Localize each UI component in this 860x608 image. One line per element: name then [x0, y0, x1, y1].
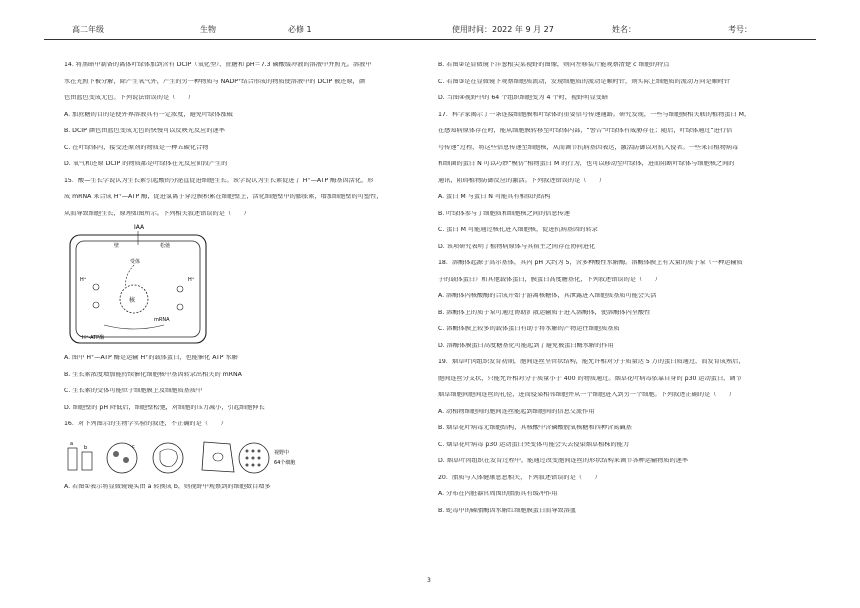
option-a: A. 加蔗糖的目的是使外界溶液具有一定浓度，避免叶绿体涨破 [64, 111, 233, 118]
question-20 [438, 475, 808, 515]
question-15-options [64, 355, 434, 412]
text-line: 20．脂质与人体健康息息相关，下列叙述错误的是（ ） [438, 474, 601, 481]
text-line: 18．溶酶体起源于高尔基体，其内 pH 大约为 5，含多种酸性水解酶。溶酶体膜上有大量的质子泵（一种运输质 [438, 260, 743, 266]
header-grade: 高二年级 [72, 25, 104, 34]
option-b: B. 蛇毒中的磷脂酶因水解红细胞膜蛋白而导致溶血 [438, 507, 577, 514]
fig4-caption-2: 64个细胞 [274, 459, 296, 466]
text-line: 烟草细胞间胞间连丝的孔径，进而侵染相邻细胞并从一个细胞进入到另一个细胞。下列叙述正确的是（ ） [438, 392, 735, 398]
option-b: B. 叶绿体参与了细胞质和细胞核之间的信息传递 [438, 210, 570, 217]
nucleus-label: 核 [129, 297, 136, 304]
microscope-figures [64, 438, 434, 476]
question-17 [438, 112, 808, 251]
text-line: 成 mRNA 来合成 H⁺—ATP 酶，促进氢离子穿过膜积累在细胞壁上，活化细胞壁中的膨胀素，增加细胞壁的可塑性， [64, 194, 383, 200]
mrna-label: mRNA [154, 317, 170, 323]
option-d: D. 氧气和还原 DCIP 的物质都是叶绿体在光反应阶段产生的 [64, 161, 228, 167]
option-a: A. 蛋白 M 与蛋白 N 可能具有相似的结构 [438, 194, 551, 200]
header-rule [44, 39, 816, 40]
option-c: C. 在叶绿体内，接受还原剂的物质是一种五碳化合物 [64, 144, 209, 151]
question-16-options-cont [438, 62, 808, 102]
option-d: D. 当图④视野中的 64 个组织细胞变为 4 个时，视野明显变暗 [438, 95, 609, 101]
option-d: D. 溶酶体膜蛋白高度糖基化可能起到了避免被蛋白酶水解的作用 [438, 342, 614, 349]
header-name: 姓名： [612, 25, 636, 34]
question-14 [64, 62, 434, 168]
option-a: A. 若图①表示将显微镜镜头由 a 转换成 b，则视野中观察到的细胞数目增多 [64, 483, 271, 490]
h-ion-label: H⁺ [80, 277, 87, 283]
right-column [438, 62, 808, 524]
option-c: C. 蛋白 M 可能通过核孔进入细胞核，促进抗病基因的转录 [438, 227, 598, 233]
loosen-label: 松弛 [160, 243, 171, 249]
option-b: B. DCIP 颜色由蓝色变成无色的快慢可以反映光反应的速率 [64, 128, 225, 134]
text-line: 从而导致细胞生长，原理如图所示。下列相关叙述错误的是（ ） [64, 210, 250, 217]
option-c: C. 生长素的受体可能位于细胞膜上及细胞质基质中 [64, 388, 203, 394]
question-15 [64, 178, 434, 218]
fig4-caption-1: 视野中 [274, 449, 290, 456]
text-line: 胞间连丝分支状，只能允许相对分子质量小于 400 的物质通过。烟草花叶病毒依靠自身的 p30 运动蛋白，调节 [438, 375, 742, 382]
question-19 [438, 359, 808, 465]
text-line: 在感知病原体存在时，能从细胞膜转移至叶绿体内部，“警告”叶绿体有威胁存在；随后，叶绿体通过“进行信 [438, 128, 733, 134]
lens-a-label: a [70, 440, 74, 447]
header-subject: 生物 [200, 25, 216, 34]
question-16 [64, 421, 434, 428]
option-d: D. 烟草叶肉组织在发育过程中，能通过改变胞间连丝的形状结构来调节各种运输物质的速率 [438, 458, 689, 464]
text-line: 14. 将黑暗中制备的离体叶绿体加到含有 DCIP（氧化型）、蔗糖和 pH＝7.3 磷酸缓冲液的溶液中并照光。溶液中 [64, 62, 372, 68]
option-a: A. 动植物细胞间的胞间连丝能起到细胞间的信息交流作用 [438, 408, 595, 415]
text-line: 通讯，阻碍植物防御反应的激活。下列叙述错误的是（ ） [438, 177, 606, 184]
microscope-figures-svg [64, 438, 324, 476]
header-date: 使用时间：2022 年 9 月 27 [452, 25, 554, 34]
text-line: 16．对下列图示的生物学实验的叙述，不正确的是（ ） [64, 421, 227, 427]
text-line: 和细菌的蛋白 N 可以巧妙“模仿”植物蛋白 M 的行为，也可以移动至叶绿体，进而阻断叶绿体与细胞核之间的 [438, 161, 735, 167]
option-c: C. 若图③是在显微镜下观察细胞质流动，发现细胞质的流动是顺时针，则实际上细胞质的流动方向是顺时针 [438, 78, 731, 85]
page-number: 3 [427, 577, 431, 584]
receptor-label: 受体 [130, 259, 141, 265]
text-line: 色由蓝色变成无色。下列说法错误的是（ ） [64, 95, 194, 101]
cell-c-label: c [132, 443, 135, 450]
header-book: 必修 1 [288, 25, 312, 34]
option-b: B. 生长素浓度增加能持续催化细胞核中基因转录出相关的 mRNA [64, 371, 242, 378]
iaa-label: IAA [134, 224, 145, 231]
text-line: 17．科学家揭示了一条连接细胞膜和叶绿体的重要信号传递通路。研究发现，一些与细胞膜相关联的植物蛋白 M， [438, 111, 751, 118]
option-a: A. 溶酶体内核酸酶的合成开始于游离核糖体，其泄露进入细胞质基质可能会失活 [438, 293, 657, 299]
option-d: D. 该项研究表明了植物病原体与其宿主之间存在协同进化 [438, 243, 596, 250]
text-line: 19．烟草叶肉组织发育初期，胞间连丝呈管状结构，能允许相对分子质量达 5 万的蛋白质通过，而发育成熟后， [438, 359, 745, 365]
question-18 [438, 260, 808, 350]
text-line: 子的载体蛋白）和其他载体蛋白，膜蛋白高度糖基化，下列叙述错误的是（ ） [438, 276, 661, 283]
text-line: 号传递”过程，将这些信息传递至细胞核，从而调节抗病基因表达，激活防御以对抗入侵者。一些来自植物病毒 [438, 144, 739, 151]
cell-diagram-svg [64, 221, 214, 347]
atpase-label: H⁺-ATP酶 [82, 335, 105, 341]
option-c: C. 烟草花叶病毒 p30 运动蛋白突变体可能会失去侵染烟草植株的能力 [438, 441, 630, 448]
option-b: B. 若图②是显微镜下洋葱根尖某视野的图像，则向左移装片能观察清楚 c 细胞的特点 [438, 62, 670, 68]
option-b: B. 溶酶体上的质子泵可通过协助扩散运输质子进入溶酶体，使溶酶体内呈酸性 [438, 309, 651, 316]
left-column [64, 62, 434, 500]
option-b: B. 烟草花叶病毒无细胞结构，其核酸中含磷酸脱氧核糖和四种含氮碱基 [438, 425, 632, 431]
option-a: A. 图中 H⁺—ATP 酶是运输 H⁺的载体蛋白，也能催化 ATP 水解 [64, 355, 238, 361]
page-header [44, 24, 816, 38]
header-number: 考号： [728, 25, 752, 34]
text-line: 15．酸—生长学说认为生长素引起酸的分泌直促进细胞生长。该学说认为生长素促进了 H⁺—ATP 酶基因活化，形 [64, 177, 374, 184]
h-ion-label-right: H⁺ [188, 277, 195, 283]
option-d: D. 细胞壁的 pH 降低后，细胞壁松弛，对细胞的压力减小，引起细胞伸长 [64, 404, 265, 411]
cell-growth-diagram [64, 221, 434, 347]
wall-label: 壁 [114, 243, 120, 249]
lens-b-label: b [84, 444, 88, 451]
option-c: C. 溶酶体膜上较多的载体蛋白有助于将水解的产物运往细胞质基质 [438, 326, 620, 332]
text-line: 水在光照下被分解，除产生氧气外，产生的另一种物质与 NADP⁺结合形成的物质使溶液中的 DCIP 被还原，颜 [64, 78, 366, 85]
option-a: A. 分布在内脏器官周围的脂肪具有缓冲作用 [438, 491, 558, 497]
